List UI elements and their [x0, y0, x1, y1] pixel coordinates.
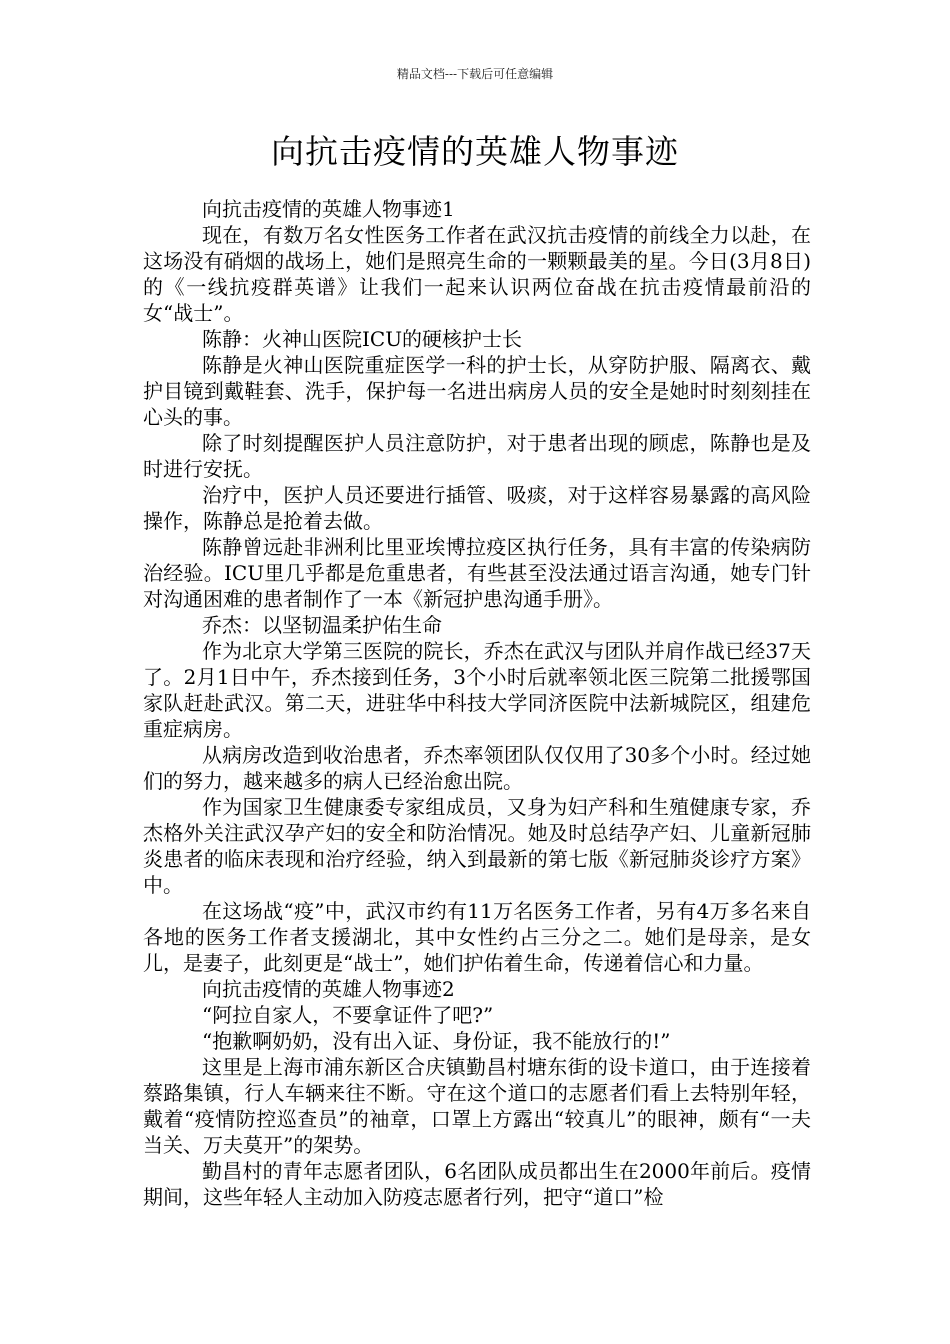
paragraph: 现在，有数万名女性医务工作者在武汉抗击疫情的前线全力以赴，在这场没有硝烟的战场上，她们是照亮生命的一颗颗最美的星。今日(3月8日)的《一线抗疫群英谱》让我们一起来认识两位奋战在抗击疫情最前沿的女“战士”。	[143, 223, 811, 325]
paragraph: 治疗中，医护人员还要进行插管、吸痰，对于这样容易暴露的高风险操作，陈静总是抢着去做。	[143, 483, 811, 533]
paragraph: 向抗击疫情的英雄人物事迹1	[202, 197, 455, 221]
paragraph: 从病房改造到收治患者，乔杰率领团队仅仅用了30多个小时。经过她们的努力，越来越多的病人已经治愈出院。	[143, 743, 811, 793]
paragraph: “阿拉自家人，不要拿证件了吧?”	[202, 1003, 494, 1027]
paragraph: “抱歉啊奶奶，没有出入证、身份证，我不能放行的!”	[202, 1029, 671, 1053]
paragraph: 在这场战“疫”中，武汉市约有11万名医务工作者，另有4万多名来自各地的医务工作者支援湖北，其中女性约占三分之二。她们是母亲，是女儿，是妻子，此刻更是“战士”，她们护佑着生命，传递着信心和力量。	[143, 899, 811, 975]
paragraph: 向抗击疫情的英雄人物事迹2	[202, 977, 455, 1001]
paragraph: 乔杰：以坚韧温柔护佑生命	[202, 613, 442, 637]
document-body	[143, 196, 811, 1210]
paragraph: 除了时刻提醒医护人员注意防护，对于患者出现的顾虑，陈静也是及时进行安抚。	[143, 431, 811, 481]
paragraph: 勤昌村的青年志愿者团队，6名团队成员都出生在2000年前后。疫情期间，这些年轻人主动加入防疫志愿者行列，把守“道口”检	[143, 1159, 811, 1209]
document-title: 向抗击疫情的英雄人物事迹	[271, 132, 679, 171]
page-header: 精品文档---下载后可任意编辑	[396, 67, 554, 81]
paragraph: 陈静是火神山医院重症医学一科的护士长，从穿防护服、隔离衣、戴护目镜到戴鞋套、洗手，保护每一名进出病房人员的安全是她时时刻刻挂在心头的事。	[143, 353, 811, 429]
paragraph: 作为国家卫生健康委专家组成员，又身为妇产科和生殖健康专家，乔杰格外关注武汉孕产妇的安全和防治情况。她及时总结孕产妇、儿童新冠肺炎患者的临床表现和治疗经验，纳入到最新的第七版《新冠肺炎诊疗方案》中。	[143, 795, 811, 897]
paragraph: 陈静：火神山医院ICU的硬核护士长	[202, 327, 523, 351]
paragraph: 陈静曾远赴非洲利比里亚埃博拉疫区执行任务，具有丰富的传染病防治经验。ICU里几乎都是危重患者，有些甚至没法通过语言沟通，她专门针对沟通困难的患者制作了一本《新冠护患沟通手册》。	[143, 535, 811, 611]
paragraph: 作为北京大学第三医院的院长，乔杰在武汉与团队并肩作战已经37天了。2月1日中午，乔杰接到任务，3个小时后就率领北医三院第二批援鄂国家队赶赴武汉。第二天，进驻华中科技大学同济医院中法新城院区，组建危重症病房。	[143, 639, 811, 741]
paragraph: 这里是上海市浦东新区合庆镇勤昌村塘东街的设卡道口，由于连接着蔡路集镇，行人车辆来往不断。守在这个道口的志愿者们看上去特别年轻，戴着“疫情防控巡查员”的袖章，口罩上方露出“较真儿”的眼神，颇有“一夫当关、万夫莫开”的架势。	[143, 1055, 811, 1157]
